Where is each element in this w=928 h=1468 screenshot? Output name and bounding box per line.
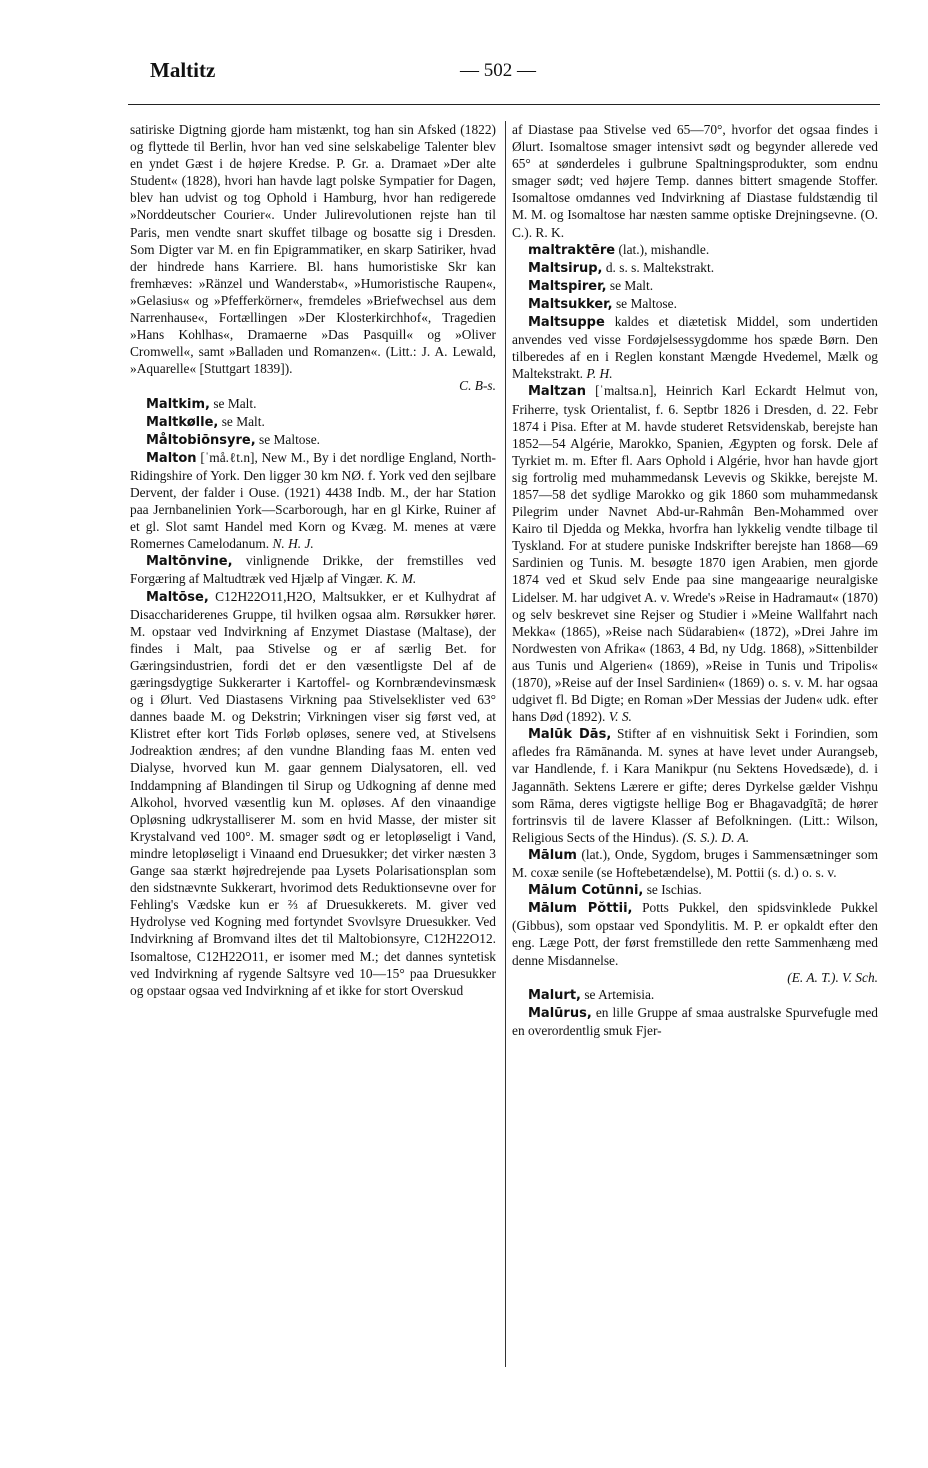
entry-text: C12H22O11,H2O, Maltsukker, er et Kulhydrat af Disacchariderenes Gruppe, til hvilken ogsaa alm. Rørsukker hører. M. opstaar ved Indvirkning af Enzymet Diastase (Maltase), der findes i Malt, paa Stivelse og er af særlig Bet. for Gæringsindustrien, fordi det er den væsentligste Del af de gæringsdygtige Sukkerarter i Kartoffel- og Kornbrændevinsmæsk og i Ølurt. Ved Diastasens Virkning paa Stivelseklister ved 63° dannes baade M. og Dekstrin; Virkningen viser sig først ved, at Klistret efter kort Tids Forløb opløses, senere ved, at Stivelsens Jodreaktion ændres; af den vundne Blanding faas M. enten ved Dialyse, hvorved kun M. gaar gennem Dialysatoren, ell. ved Inddampning af Blandingen til Sirup og Udkogning af denne med Alkohol, hvorved væsentlig kun M. opløses. Af den vinaandige Opløsning udkrystalliserer M. som en hvid Masse, der mister sit Krystalvand ved 100°. M. smager sødt og er letopløseligt i Vand, mindre letopløseligt i Vinaand end Druesukker; det virker næsten 3 Gange saa stærkt højredrejende paa Lysets Polarisationsplan som den sidstnævnte Sukkerart, hvorimod dets Reduktionsevne over for Fehling's Vædske kun er ⅔ af Druesukkerets. M. giver ved Hydrolyse ved Kogning med fortyndet Svovlsyre Druesukker. Ved Indvirkning af Bromvand iltes det til Maltobionsyre, C12H22O12. Isomaltose, C12H22O11, er isomer med M.; det dannes syntetisk ved Indvirkning af rygende Saltsyre ved 10—15° paa Druesukker og opstaar ogsaa ved Indvirkning af et ikke for stort Overskud — [130, 588, 496, 998]
entry-text: satiriske Digtning gjorde ham mistænkt, tog han sin Afsked (1822) og flyttede til Berlin, hvor han ved sine selskabelige Talenter blev en yndet Gæst i de højere Kredse. P. Gr. a. Dramaet »Der alte Student« (1828), hvori han havde lagt polske Sympatier for Dagen, blev han udvist og tog Ophold i Hamburg, hvor han redigerede »Norddeutscher Courier«. Under Julirevolutionen rejste han til Paris, men vendte snart skuffet tilbage og bosatte sig i Dresden. Som Digter var M. en fin Epigrammatiker, en skarp Satiriker, hvad der hindrede hans Karriere. Bl. hans humoristiske Skr kan fremhæves: »Ränzel und Wanderstab«, »Humoristische Raupen«, »Gelasius« og »Pfefferkörner«, fremdeles »Briefwechsel aus dem Narrenhause«, Fortællingen »Der Klosterkirchhof«, Tragedien »Hans Kohlhas«, Dramaerne »Das Pasquill« og »Oliver Cromwell«, samt »Balladen und Romanzen«. (Litt.: J. A. Lewald, »Aquarelle« [Stuttgart 1839]). — [130, 122, 496, 377]
entry-text: se Malt. — [609, 277, 654, 293]
headword: maltraktēre — [528, 242, 616, 258]
entry-maltspirer — [512, 277, 878, 295]
headword: Maltōse, — [146, 589, 209, 605]
entry-maltsirup — [512, 259, 878, 277]
headword: Malton — [146, 450, 197, 466]
entry-signature: C. B-s. — [459, 378, 496, 394]
headword: Måltobiōnsyre, — [146, 432, 256, 448]
left-column — [130, 121, 496, 999]
entry-text: se Artemisia. — [584, 986, 655, 1002]
headword: Mālum — [528, 847, 577, 863]
entry-continuation — [130, 121, 496, 395]
headword: Maltspirer, — [528, 278, 607, 294]
headword: Maltkim, — [146, 396, 210, 412]
entry-malton — [130, 449, 496, 553]
headword: Maltsirup, — [528, 260, 603, 276]
header-rule — [128, 104, 880, 105]
headword: Mālum Pŏttii, — [528, 901, 633, 917]
entry-malum — [512, 846, 878, 881]
column-divider — [505, 121, 506, 1367]
running-head-title: Maltitz — [150, 58, 216, 82]
entry-text: [ˈmaltsa.n], Heinrich Karl Eckardt Helmut von, Friherre, tysk Orientalist, f. 6. Septbr 1826 i Dresden, d. 22. Febr 1874 i Pisa. Efter at M. havde studeret Retsvidenskab, berejste han 1852—54 Algérie, Marokko, Spanien, Ægypten og forsk. Dele af Tyrkiet m. m. Efter fl. Aars Ophold i Algérie, hvor han havde gjort sig fortrolig med muhammedansk Levevis og Skikke, berejste M. 1857—58 det sydlige Marokko og gik 1860 som muhammedansk Pilegrim under Navnet Abd-ur-Rahmân Ben-Mohammed over Kairo til Djedda og Mekka, hvorfra han lykkelig vendte tilbage til Tyskland. For at studere puniske Indskrifter berejste han 1868—69 Sardinien og Tunis. M. besøgte 1870 igen Arabien, men gjorde 1874 ved et Skud selv Ende paa sine mangeaarige neuralgiske Lidelser. M. har udgivet A. v. Wrede's »Reise in Hadramaut« (1870) og selv beskrevet sine Rejser og Studier i »Meine Wallfahrt nach Mekka« (1865), »Reise nach Südarabien« (1872), »Drei Jahre im Nordwesten von Afrika« (1863, 4 Bd, ny Udg. 1868), »Sittenbilder aus Tunis und Algerien« (1869), »Reise in Tunis und Tripolis« (1870), »Reise auf der Insel Sardinien« (1869) o. s. v. M. har ogsaa udgivet fl. Bd Digte; en Roman »Der Messias der Juden« udk. efter hans Død (1892). — [512, 383, 878, 725]
entry-signature: N. H. J. — [272, 536, 314, 552]
entry-continuation — [512, 121, 878, 241]
entry-maltobionsyre — [130, 431, 496, 449]
headword: Malūrus, — [528, 1005, 592, 1021]
entry-signature: (S. S.). D. A. — [682, 829, 750, 845]
headword: Maltōnvine, — [146, 554, 233, 570]
entry-text: se Ischias. — [646, 882, 702, 898]
headword: Maltkølle, — [146, 414, 219, 430]
entry-maltonvine — [130, 552, 496, 587]
headword: Maltzan — [528, 384, 586, 400]
headword: Mālum Cotūnni, — [528, 883, 644, 899]
entry-text: af Diastase paa Stivelse ved 65—70°, hvorfor det ogsaa findes i Ølurt. Isomaltose smager intensivt sødt og begynder allerede ved 65° at sønderdeles i gulbrune Spaltningsprodukter, som endnu smager sødt; ved højere Temp. dannes bittert smagende Stoffer. Isomaltose omdannes ved Indvirkning af Diastase fuldstændig til M. M. og Isomaltose har næsten samme optiske Drejningsevne. (O. C.). R. K. — [512, 122, 878, 240]
entry-malum-pottii — [512, 899, 878, 985]
entry-malurt — [512, 986, 878, 1004]
entry-maltraktere — [512, 241, 878, 259]
entry-text: se Malt. — [213, 395, 257, 411]
right-column — [512, 121, 878, 1039]
entry-text: d. s. s. Maltekstrakt. — [605, 259, 715, 275]
headword: Maltsuppe — [528, 315, 605, 331]
entry-text: (lat.), Onde, Sygdom, bruges i Sammensætninger som M. coxæ senile (se Hoftebetændelse), M. Pottii (s. d.) o. s. v. — [512, 846, 878, 881]
entry-text: [ˈmå.ℓt.n], New M., By i det nordlige England, North-Ridingshire of York. Den ligger 30 km NØ. f. York ved den sejlbare Dervent, der falder i Ouse. (1921) 4438 Indb. M., der har Station paa Jernbanelinien York—Scarborough, har en gl Kirke, Ruiner af et gl. Slot samt Handel med Korn og Kvæg. M. menes at være Romernes Camelodanum. — [130, 449, 497, 552]
entry-text: Potts Pukkel, den spidsvinklede Pukkel (Gibbus), som opstaar ved Spondylitis. M. P. er opkaldt efter den eng. Læge Pott, der først fremstillede den rette Sammenhæng med denne Misdannelse. — [512, 900, 878, 968]
entry-text: se Maltose. — [615, 295, 677, 311]
entry-signature: K. M. — [386, 571, 417, 587]
entry-text: vinlignende Drikke, der fremstilles ved Forgæring af Maltudtræk ved Hjælp af Vingær. — [130, 553, 496, 587]
entry-text: en lille Gruppe af smaa australske Spurvefugle med en overordentlig smuk Fjer- — [512, 1004, 878, 1038]
entry-signature: V. S. — [608, 709, 632, 725]
entry-maltose — [130, 588, 496, 999]
entry-signature: (E. A. T.). V. Sch. — [787, 969, 878, 985]
entry-signature: P. H. — [586, 366, 613, 382]
entry-maltsukker — [512, 295, 878, 313]
entry-maltkim — [130, 395, 496, 413]
entry-malum-cotunni — [512, 881, 878, 899]
entry-text: se Maltose. — [259, 431, 320, 447]
entry-text: se Malt. — [221, 413, 265, 429]
entry-maltzan — [512, 382, 878, 725]
headword: Malūk Dās, — [528, 727, 612, 743]
page-number: — 502 — — [460, 60, 536, 81]
entry-maluk-das — [512, 725, 878, 846]
entry-maltkolle — [130, 413, 496, 431]
headword: Malurt, — [528, 987, 581, 1003]
entry-text: Stifter af en vishnuitisk Sekt i Forindien, som afledes fra Rāmānanda. M. synes at have levet under Aurangseb, var Handlende, f. i Kara Manikpur (nu Sektens Hovedsæde), d. i Jagannāth. Sektens Lærere er gifte; deres Dyrkelse gælder Vishņu som Rāma, deres vigtigste hellige Bog er Bhagavadgītā; de hører fortrinsvis til de lavere Klasser af Befolkningen. (Litt.: Wilson, Religious Sects of the Hindus). — [512, 726, 878, 845]
entry-text: (lat.), mishandle. — [618, 241, 710, 257]
headword: Maltsukker, — [528, 296, 613, 312]
entry-malurus — [512, 1004, 878, 1039]
entry-text: kaldes et diætetisk Middel, som undertiden anvendes ved visse Fordøjelsessygdomme hos spæde Børn. Den tilberedes af en i Reglen konstant Mængde Hvedemel, Mælk og Maltekstrakt. — [512, 314, 878, 382]
page-header — [150, 58, 885, 90]
entry-maltsuppe — [512, 313, 878, 382]
